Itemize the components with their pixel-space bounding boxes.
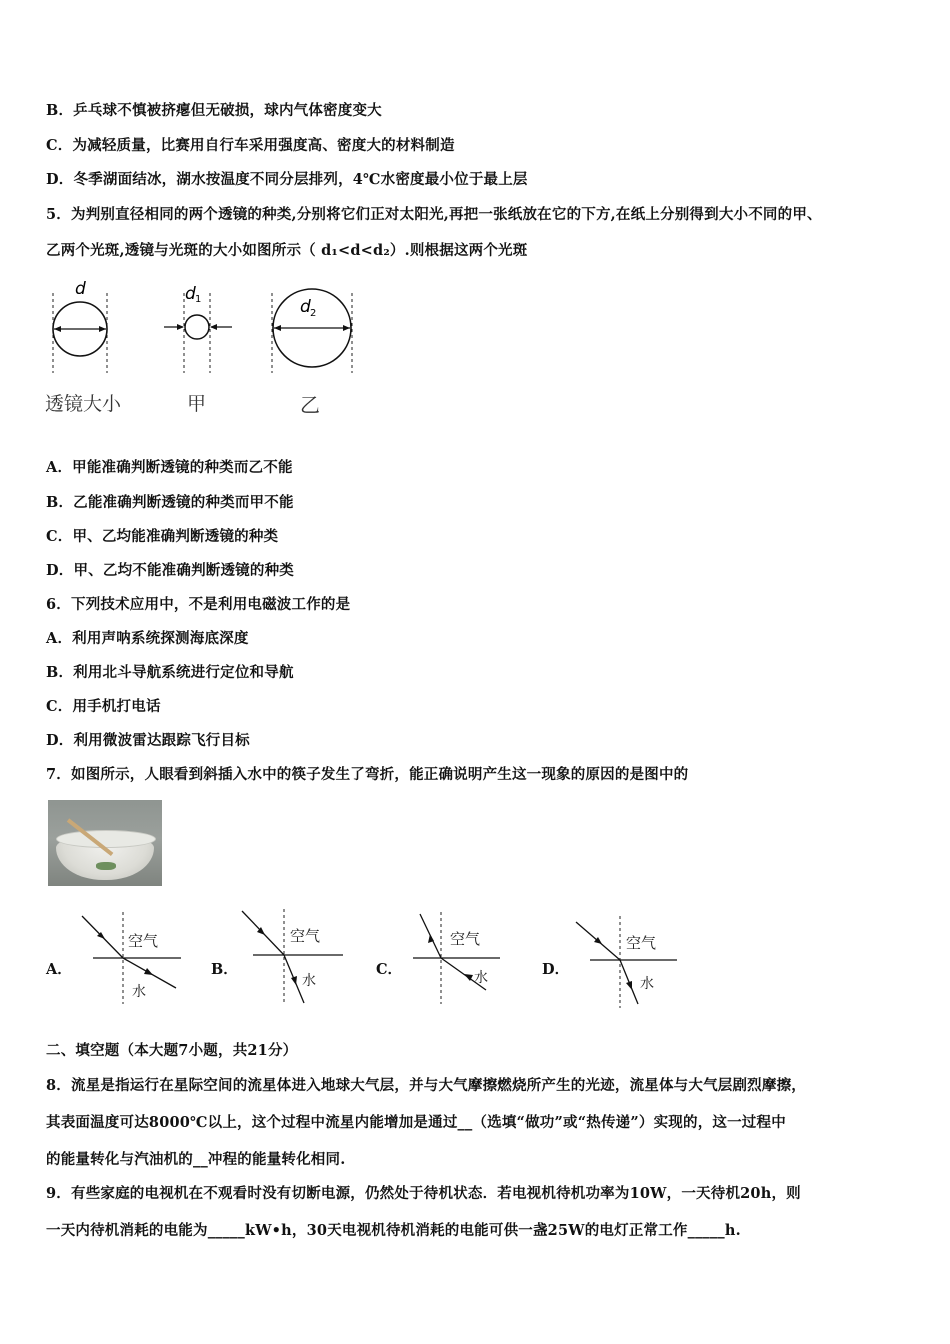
- q7-label-c: C．: [376, 961, 403, 978]
- spot-yi-diagram: [272, 289, 352, 417]
- water-label-b: 水: [302, 973, 316, 989]
- d2-subscript: 2: [310, 308, 317, 319]
- water-label-d: 水: [640, 976, 654, 992]
- q6-option-b: B．利用北斗导航系统进行定位和导航: [46, 664, 294, 681]
- q6-option-a: A．利用声呐系统探测海底深度: [46, 630, 249, 647]
- d1-label: d: [185, 284, 196, 304]
- q6-option-d: D．利用微波雷达跟踪飞行目标: [46, 732, 250, 749]
- q5-option-a: A．甲能准确判断透镜的种类而乙不能: [46, 459, 293, 476]
- q6-option-c: C．用手机打电话: [46, 698, 161, 715]
- q4-option-d: D．冬季湖面结冰，湖水按温度不同分层排列，4℃水密度最小位于最上层: [46, 171, 528, 188]
- q8-line1: 8．流星是指运行在星际空间的流星体进入地球大气层，并与大气摩擦燃烧所产生的光迹，流星体与大气层剧烈摩擦，: [46, 1077, 806, 1094]
- caption-jia: 甲: [187, 393, 207, 415]
- air-label-b: 空气: [290, 927, 321, 945]
- chopstick-bowl-photo: [48, 800, 162, 886]
- bowl-rim: [56, 830, 156, 848]
- refraction-diagram-a: [78, 908, 188, 1008]
- lens-spot-figure: [40, 275, 370, 425]
- bowl-decoration: [96, 862, 116, 870]
- section-2-heading: 二、填空题（本大题7小题，共21分）: [46, 1042, 298, 1059]
- refraction-diagram-d: [572, 912, 682, 1012]
- q5-option-d: D．甲、乙均不能准确判断透镜的种类: [46, 562, 294, 579]
- q5-stem-line1: 5．为判别直径相同的两个透镜的种类,分别将它们正对太阳光,再把一张纸放在它的下方,在纸上分别得到大小不同的甲、: [46, 206, 822, 223]
- q7-label-d: D．: [542, 961, 570, 978]
- q4-option-b: B．乒乓球不慎被挤瘪但无破损，球内气体密度变大: [46, 102, 382, 119]
- q7-stem: 7．如图所示，人眼看到斜插入水中的筷子发生了弯折，能正确说明产生这一现象的原因的是图中的: [46, 766, 689, 783]
- q9-line1: 9．有些家庭的电视机在不观看时没有切断电源，仍然处于待机状态．若电视机待机功率为10W，一天待机20h，则: [46, 1185, 801, 1202]
- refraction-diagram-b: [238, 905, 348, 1009]
- q5-stem-line2: 乙两个光斑,透镜与光斑的大小如图所示（ d₁<d<d₂）.则根据这两个光斑: [46, 242, 528, 259]
- q8-line3: 的能量转化与汽油机的__冲程的能量转化相同.: [46, 1151, 346, 1168]
- refraction-diagram-c: [408, 908, 518, 1008]
- spot-jia-diagram: [164, 284, 232, 415]
- q5-option-c: C．甲、乙均能准确判断透镜的种类: [46, 528, 279, 545]
- q7-label-b: B．: [211, 961, 238, 978]
- q8-line2: 其表面温度可达8000℃以上，这个过程中流星内能增加是通过__（选填“做功”或“热传递”）实现的，这一过程中: [46, 1114, 786, 1131]
- caption-lens-size: 透镜大小: [45, 393, 122, 415]
- caption-yi: 乙: [300, 393, 320, 417]
- lens-d-label: d: [75, 279, 86, 299]
- d2-label: d: [300, 297, 311, 317]
- q4-option-c: C．为减轻质量，比赛用自行车采用强度高、密度大的材料制造: [46, 137, 455, 154]
- q6-stem: 6．下列技术应用中，不是利用电磁波工作的是: [46, 596, 351, 613]
- q9-line2: 一天内待机消耗的电能为_____kW•h，30天电视机待机消耗的电能可供一盏25W的电灯正常工作_____h.: [46, 1222, 741, 1239]
- air-label-d: 空气: [626, 934, 657, 952]
- lens-size-diagram: [45, 279, 122, 415]
- q5-option-b: B．乙能准确判断透镜的种类而甲不能: [46, 494, 294, 511]
- air-label-a: 空气: [128, 932, 159, 950]
- water-label-a: 水: [132, 984, 146, 1000]
- air-label-c: 空气: [450, 930, 481, 948]
- q7-label-a: A．: [46, 961, 72, 978]
- water-label-c: 水: [474, 970, 488, 986]
- d1-subscript: 1: [195, 294, 202, 305]
